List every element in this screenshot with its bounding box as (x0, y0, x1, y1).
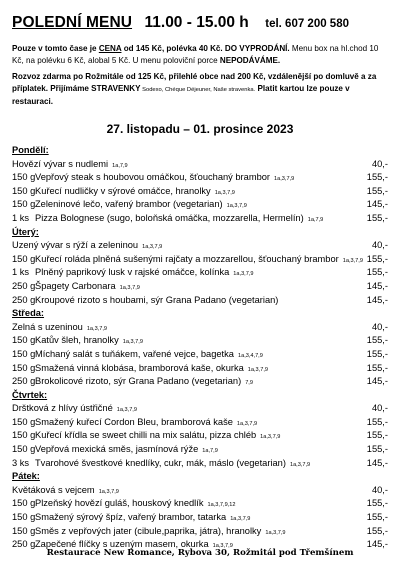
item-quantity: 150 g (12, 253, 36, 264)
restaurant-address: Restaurace New Romance, Rybova 30, Rožmitál pod Třemšínem (46, 548, 354, 558)
menu-item (12, 443, 392, 457)
day-heading (12, 470, 392, 484)
item-price: 40,- (371, 321, 388, 332)
menu-item (12, 266, 392, 280)
item-price: 145,- (366, 457, 388, 468)
item-price: 155,- (366, 185, 388, 196)
item-quantity: 150 g (12, 498, 36, 509)
header (12, 14, 392, 34)
menu-item (12, 253, 392, 267)
day-heading (12, 389, 392, 403)
item-name: Katův šleh, hranolky (35, 335, 119, 346)
item-name: Kuřecí nudličky v sýrové omáčce, hranolky (35, 185, 211, 196)
item-price: 155,- (366, 444, 388, 455)
menu-item (12, 334, 392, 348)
item-name: Míchaný salát s tuňákem, vařené vejce, bagetka (35, 348, 234, 359)
item-allergens: 1a,3,7,9 (98, 488, 119, 495)
item-quantity: 150 g (12, 335, 36, 346)
item-quantity: 3 ks (12, 457, 30, 468)
item-price: 155,- (366, 348, 388, 359)
item-price: 145,- (366, 539, 388, 550)
item-quantity: 150 g (12, 362, 36, 373)
item-price: 40,- (371, 484, 388, 495)
item-quantity: 150 g (12, 430, 36, 441)
item-allergens: 1a,3,7,9 (265, 529, 286, 536)
day-label: Středa: (12, 308, 45, 319)
item-name: Kuřecí křídla se sweet chilli na mix salátu, pizza chléb (35, 430, 257, 441)
item-price: 145,- (366, 294, 388, 305)
item-allergens: 1a,3,7,9 (342, 257, 363, 264)
item-price: 155,- (366, 172, 388, 183)
item-price: 155,- (366, 253, 388, 264)
item-price: 155,- (366, 212, 388, 223)
item-quantity: 150 g (12, 185, 36, 196)
item-allergens: 1a,3,7,9 (119, 284, 140, 291)
menu-item (12, 457, 392, 471)
menu-item (12, 158, 392, 172)
item-quantity: 250 g (12, 539, 36, 550)
menu-item (12, 375, 392, 389)
item-allergens: 1a,3,7,9 (260, 434, 281, 441)
item-allergens: 1a,3,7,9 (116, 407, 137, 414)
item-quantity: 150 g (12, 512, 36, 523)
item-allergens: 1a,3,7,9 (274, 176, 295, 183)
item-name: Smažená vinná klobása, bramborová kaše, okurka (35, 362, 244, 373)
item-price: 155,- (366, 525, 388, 536)
item-name: Zelná s uzeninou (12, 321, 83, 332)
menu-item (12, 497, 392, 511)
menu-item (12, 348, 392, 362)
item-name: Kuřecí roláda plněná sušenými rajčaty a mozzarellou, šťouchaný brambor (35, 253, 339, 264)
item-quantity: 150 g (12, 172, 36, 183)
item-name: Vepřová mexická směs, jasmínová rýže (35, 444, 199, 455)
menu-item (12, 525, 392, 539)
phone-number: tel. 607 200 580 (265, 18, 349, 30)
menu-item (12, 239, 392, 253)
item-name: Smažený kuřecí Cordon Bleu, bramborová kaše (35, 416, 233, 427)
day-label: Čtvrtek: (12, 389, 48, 400)
pricing-notice: Pouze v tomto čase je CENA od 145 Kč, polévka 40 Kč. DO VYPRODÁNÍ. Menu box na hl.chod 10 Kč, na polévku 6 Kč, alobal 5 Kč. U menu poloviční porce NEPODÁVÁME. (12, 44, 379, 65)
item-quantity: 150 g (12, 525, 36, 536)
item-quantity: 1 ks (12, 267, 30, 278)
item-quantity: 250 g (12, 280, 36, 291)
menu-item (12, 294, 392, 308)
item-name: Zapečené flíčky s uzeným masem, okurka (35, 539, 209, 550)
item-name: Hovězí vývar s nudlemi (12, 158, 109, 169)
item-quantity: 150 g (12, 199, 36, 210)
menu-item (12, 321, 392, 335)
menu-item (12, 198, 392, 212)
item-allergens: 1a,3,7,9 (122, 339, 143, 346)
item-name: Tvarohové švestkové knedlíky, cukr, mák, máslo (vegetarian) (35, 457, 286, 468)
item-allergens: 1a,3,7,9 (233, 271, 254, 278)
day-heading (12, 226, 392, 240)
menu-item (12, 402, 392, 416)
item-allergens: 1a,3,7,9 (214, 189, 235, 196)
item-price: 155,- (366, 267, 388, 278)
menu-item (12, 280, 392, 294)
item-allergens: 1a,7,9 (112, 162, 128, 169)
item-name: Plněný paprikový lusk v rajské omáčce, kolínka (35, 267, 230, 278)
day-label: Úterý: (12, 226, 39, 237)
menu-item (12, 511, 392, 525)
day-label: Pátek: (12, 471, 40, 482)
item-price: 145,- (366, 376, 388, 387)
day-label: Pondělí: (12, 145, 49, 155)
item-price: 155,- (366, 512, 388, 523)
item-allergens: 1a,7,9 (202, 448, 218, 455)
item-name: Směs z vepřových jater (cibule,paprika, játra), hranolky (35, 525, 262, 536)
item-allergens: 1a,3,7,9 (289, 461, 311, 468)
item-allergens: 1a,3,4,7,9 (237, 352, 263, 359)
item-name: Plzeňský hovězí guláš, houskový knedlík (35, 498, 204, 509)
item-allergens: 1a,3,7,9 (86, 325, 108, 332)
item-name: Květáková s vejcem (12, 484, 95, 495)
item-name: Brokolicové rizoto, sýr Grana Padano (vegetarian) (35, 376, 242, 387)
item-name: Zeleninové lečo, vařený brambor (vegetarian) (35, 199, 223, 210)
item-quantity: 1 ks (12, 212, 30, 223)
item-name: Uzený vývar s rýží a zeleninou (12, 240, 139, 251)
item-name: Špagety Carbonara (35, 280, 116, 291)
item-allergens: 1a,3,7,9,12 (207, 502, 236, 509)
item-price: 155,- (366, 498, 388, 509)
menu-item (12, 212, 392, 226)
item-price: 145,- (366, 199, 388, 210)
item-allergens: 1a,3,7,9 (236, 420, 258, 427)
day-heading (12, 307, 392, 321)
item-quantity: 150 g (12, 348, 36, 359)
item-price: 40,- (371, 158, 388, 169)
menu-item (12, 171, 392, 185)
item-allergens: 1a,3,7,9 (226, 203, 247, 210)
menu-title: POLEDNÍ MENU (12, 14, 133, 31)
item-price: 155,- (366, 416, 388, 427)
item-name: Pizza Bolognese (sugo, boloňská omáčka, mozzarella, Hermelín) (35, 212, 304, 223)
menu-item (12, 362, 392, 376)
opening-hours: 11.00 - 15.00 h (144, 14, 249, 31)
menu-item (12, 416, 392, 430)
menu-item (12, 185, 392, 199)
item-quantity: 250 g (12, 294, 36, 305)
item-quantity: 250 g (12, 376, 36, 387)
menu-list (12, 144, 392, 552)
item-name: Drštková z hlívy ústřičné (12, 403, 113, 414)
day-heading (12, 144, 392, 158)
item-quantity: 150 g (12, 444, 36, 455)
item-price: 40,- (371, 240, 388, 251)
item-name: Kroupové rizoto s houbami, sýr Grana Padano (vegetarian) (35, 294, 279, 305)
item-allergens: 1a,3,7,9 (247, 366, 268, 373)
item-price: 40,- (371, 403, 388, 414)
item-allergens: 1a,3,7,9 (230, 516, 251, 523)
item-name: Smažený sýrový špíz, vařený brambor, tatarka (35, 512, 227, 523)
item-name: Vepřový steak s houbovou omáčkou, šťouchaný brambor (35, 172, 271, 183)
item-price: 145,- (366, 280, 388, 291)
menu-item (12, 484, 392, 498)
item-allergens: 1a,3,7,9 (212, 543, 233, 550)
item-quantity: 150 g (12, 416, 36, 427)
item-allergens: 1a,3,7,9 (142, 244, 163, 251)
item-price: 155,- (366, 362, 388, 373)
date-range: 27. listopadu – 01. prosince 2023 (106, 122, 294, 136)
item-allergens: 1a,7,9 (307, 216, 324, 223)
item-price: 155,- (366, 335, 388, 346)
menu-item (12, 429, 392, 443)
item-price: 155,- (366, 430, 388, 441)
delivery-notice: Rozvoz zdarma po Rožmitále od 125 Kč, přilehlé obce nad 200 Kč, vzdálenější po domluvě a za příplatek. Přijímáme STRAVENKY Sodexo, Chéque Déjeuner, Naše stravenka. Platit kartou lze pouze v restauraci. (12, 72, 377, 106)
item-allergens: 7,9 (245, 380, 253, 387)
